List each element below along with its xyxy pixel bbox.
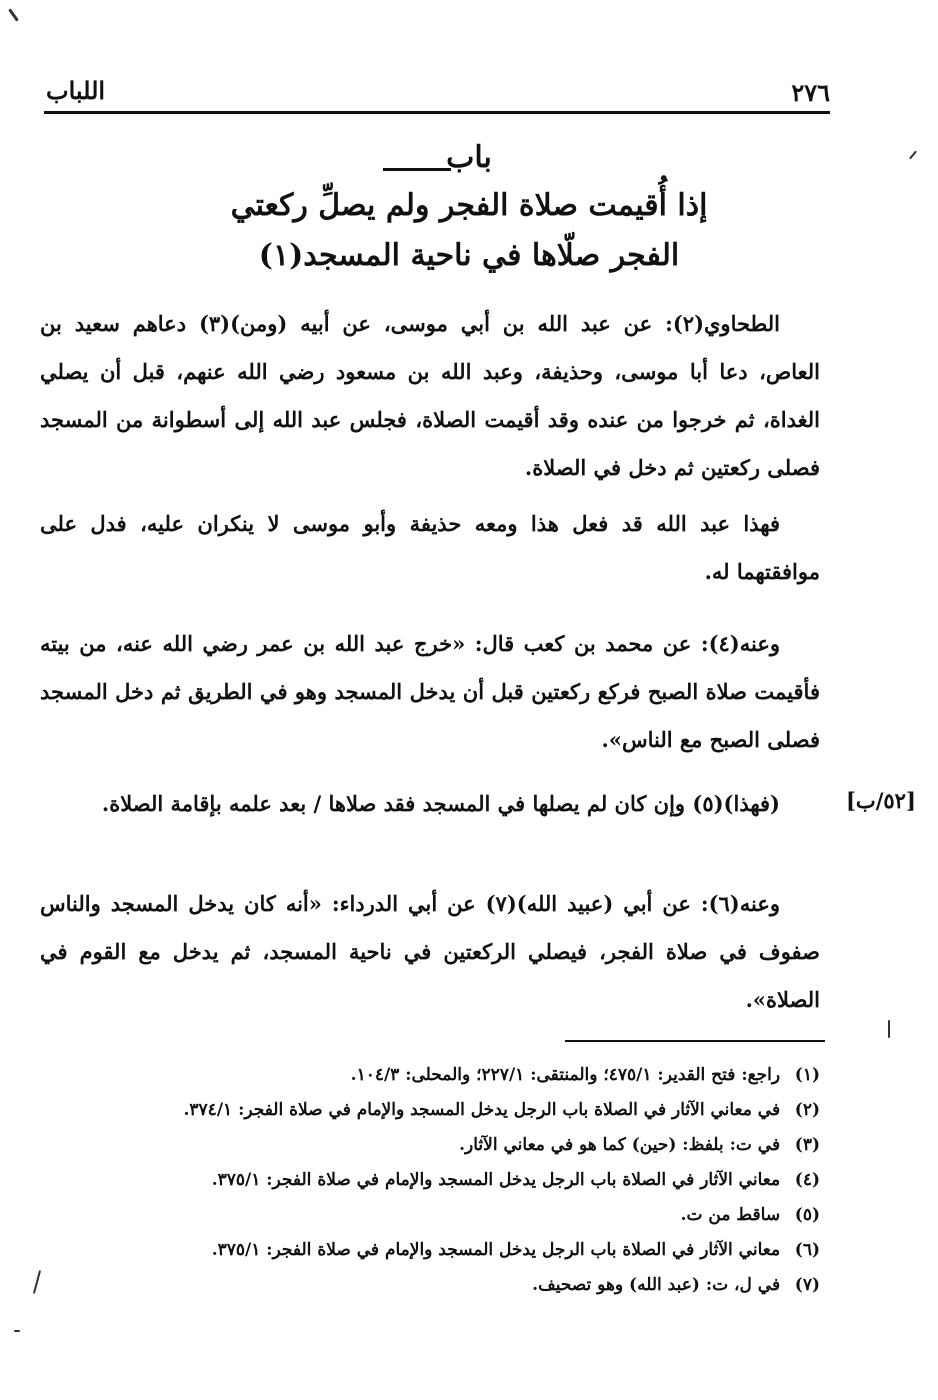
footnote bbox=[60, 1163, 820, 1198]
paragraph bbox=[40, 300, 820, 492]
header-rule bbox=[44, 111, 830, 114]
scan-mark bbox=[14, 1330, 20, 1332]
chapter-label: باب bbox=[446, 140, 492, 175]
chapter-title-line-2: الفجر صلّاها في ناحية المسجد(١) bbox=[258, 238, 680, 273]
footnote-number: (٧) bbox=[794, 1275, 820, 1295]
footnote-text: ساقط من ت. bbox=[680, 1205, 781, 1225]
footnote bbox=[60, 1058, 820, 1093]
footnote-number: (٦) bbox=[794, 1240, 820, 1260]
footnotes bbox=[60, 1058, 820, 1303]
footnote bbox=[60, 1268, 820, 1303]
paragraph bbox=[40, 620, 820, 764]
footnote bbox=[60, 1093, 820, 1128]
footnote-text: معاني الآثار في الصلاة باب الرجل يدخل المسجد والإمام في صلاة الفجر: ٣٧٥/١. bbox=[211, 1240, 781, 1260]
scan-mark bbox=[909, 151, 917, 160]
chapter-title-line-1: إذا أُقيمت صلاة الفجر ولم يصلِّ ركعتي bbox=[230, 188, 708, 223]
footnote-number: (٤) bbox=[794, 1170, 820, 1190]
footnote-text: في ل، ت: (عبد الله) وهو تصحيف. bbox=[532, 1275, 781, 1295]
paragraph-text: وعنه(٦): عن أبي (عبيد الله)(٧) عن أبي الدرداء: «أنه كان يدخل المسجد والناس صفوف في صلاة الفجر، فيصلي الركعتين في ناحية المسجد، ثم يدخل مع القوم في الصلاة». bbox=[40, 891, 820, 1012]
footnote-text: راجع: فتح القدير: ٤٧٥/١؛ والمنتقى: ٢٢٧/١؛ والمحلى: ١٠٤/٣. bbox=[350, 1065, 781, 1085]
paragraph-text: الطحاوي(٢): عن عبد الله بن أبي موسى، عن أبيه (ومن)(٣) دعاهم سعيد بن العاص، دعا أبا موسى، وحذيفة، وعبد الله بن مسعود رضي الله عنهم، قبل أن يصلي الغداة، ثم خرجوا من عنده وقد أقيمت الصلاة، فجلس عبد الله إلى أسطوانة من المسجد فصلى ركعتين ثم دخل في الصلاة. bbox=[40, 311, 820, 480]
running-title: اللباب bbox=[46, 76, 106, 105]
paragraph-text: (فهذا)(٥) وإن كان لم يصلها في المسجد فقد صلاها / بعد علمه بإقامة الصلاة. bbox=[101, 791, 780, 816]
footnote bbox=[60, 1198, 820, 1233]
paragraph-text: فهذا عبد الله قد فعل هذا ومعه حذيفة وأبو موسى لا ينكران عليه، فدل على موافقتهما له. bbox=[40, 511, 820, 584]
footnote-text: في معاني الآثار في الصلاة باب الرجل يدخل المسجد والإمام في صلاة الفجر: ٣٧٤/١. bbox=[183, 1100, 781, 1120]
paragraph-text: وعنه(٤): عن محمد بن كعب قال: «خرج عبد الله بن عمر رضي الله عنه، من بيته فأقيمت صلاة الصبح فركع ركعتين قبل أن يدخل المسجد وهو في الطريق ثم دخل المسجد فصلى الصبح مع الناس». bbox=[40, 631, 820, 752]
footnote-text: في ت: بلفظ: (حين) كما هو في معاني الآثار. bbox=[459, 1135, 781, 1155]
paragraph bbox=[40, 780, 820, 828]
footnote-number: (٣) bbox=[794, 1135, 820, 1155]
chapter-label-underline bbox=[383, 168, 451, 171]
page-number: ٢٧٦ bbox=[791, 78, 830, 107]
footnote bbox=[60, 1128, 820, 1163]
paragraph bbox=[40, 880, 820, 1024]
scan-mark bbox=[8, 8, 18, 21]
footnote-number: (١) bbox=[794, 1065, 820, 1085]
footnote bbox=[60, 1233, 820, 1268]
footnote-number: (٥) bbox=[794, 1205, 820, 1225]
paragraph bbox=[40, 500, 820, 596]
scan-mark bbox=[888, 1020, 890, 1038]
footnote-rule bbox=[565, 1040, 825, 1042]
manuscript-folio-marker: [٥٢/ب] bbox=[846, 788, 916, 813]
footnote-text: معاني الآثار في الصلاة باب الرجل يدخل المسجد والإمام في صلاة الفجر: ٣٧٥/١. bbox=[211, 1170, 781, 1190]
scan-mark bbox=[33, 1270, 41, 1294]
footnote-number: (٢) bbox=[794, 1100, 820, 1120]
